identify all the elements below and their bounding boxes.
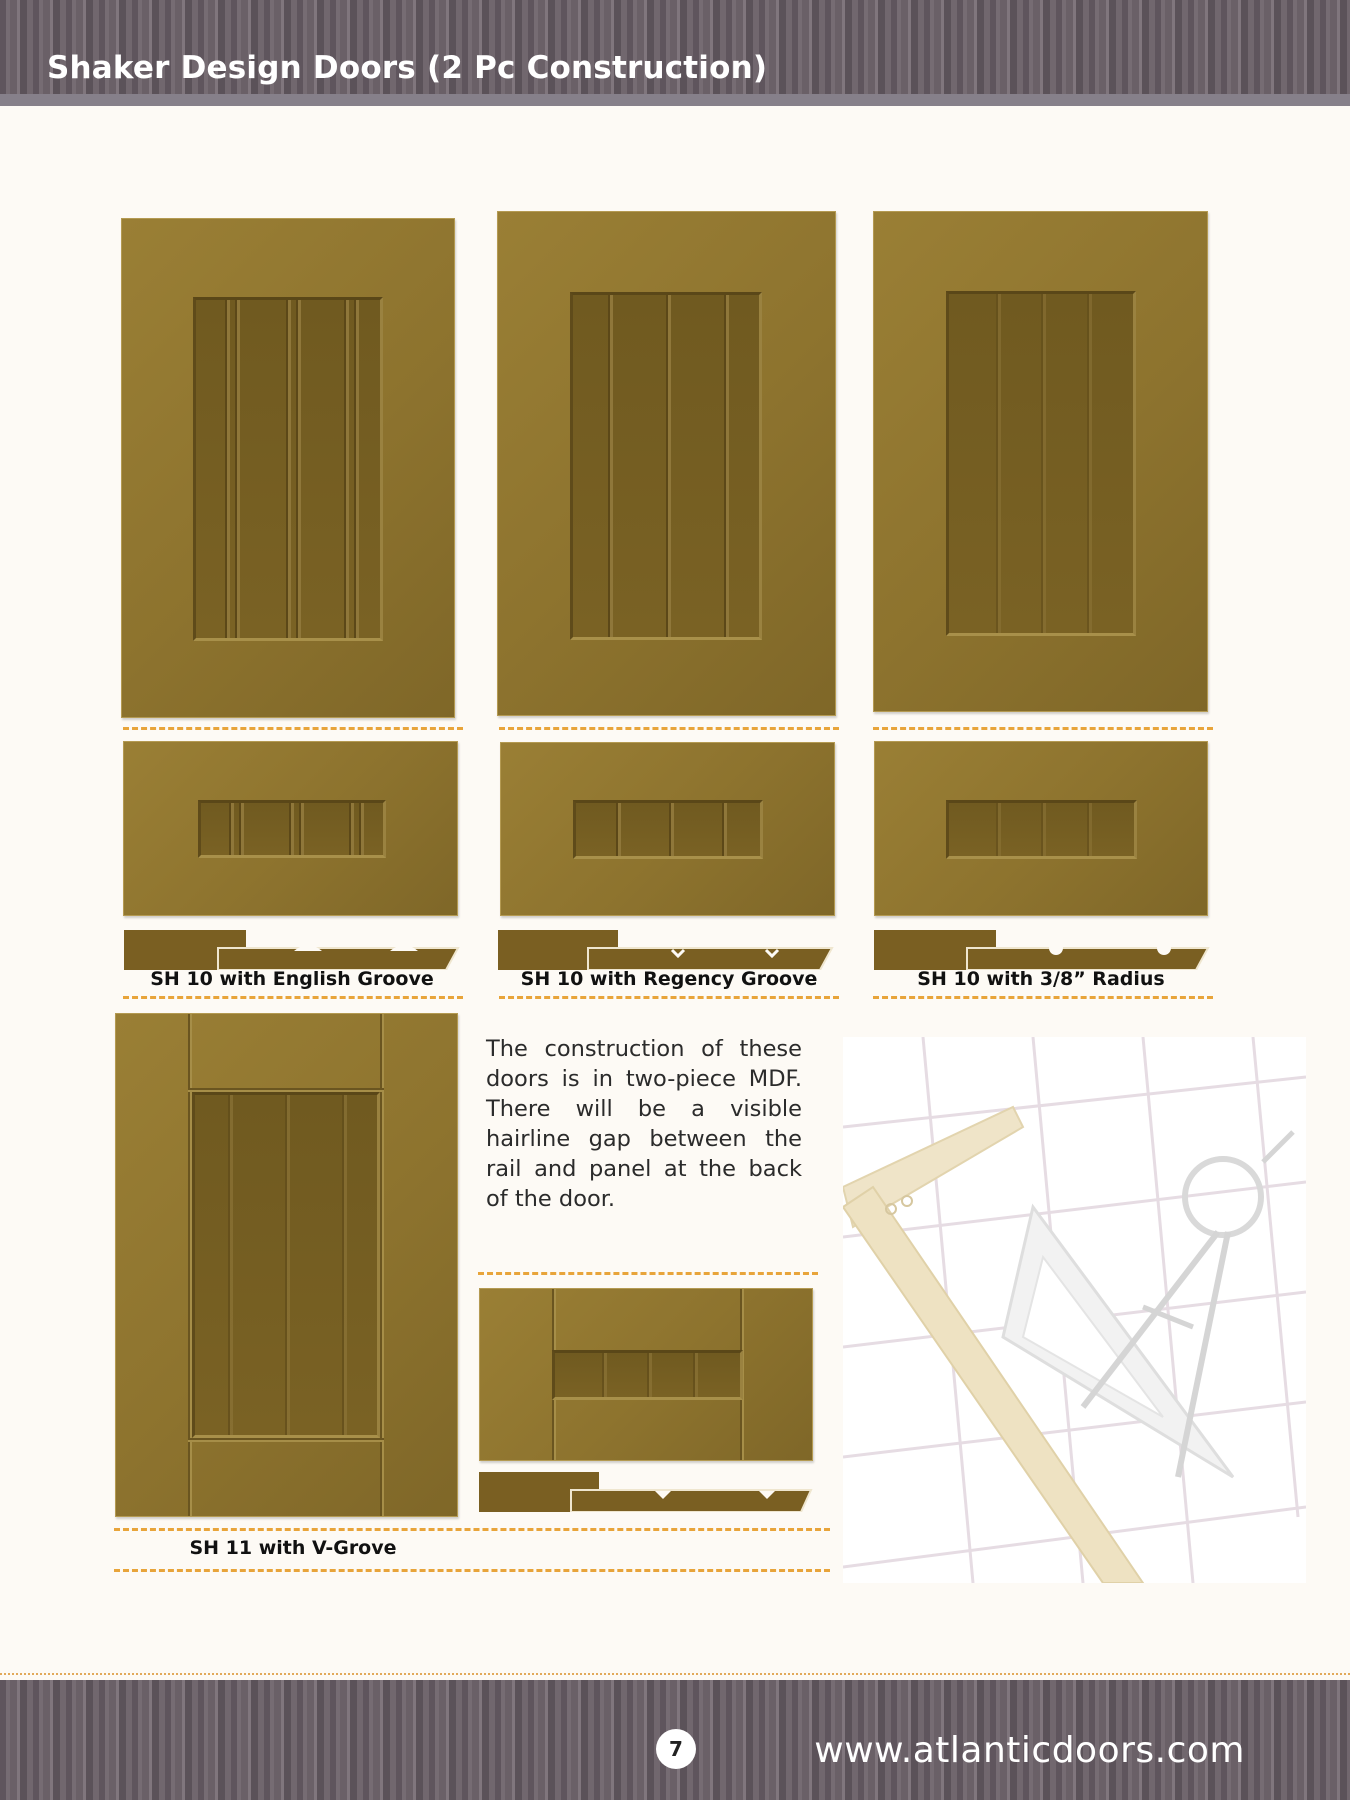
dashed-rule	[123, 727, 463, 730]
recessed-panel	[946, 800, 1137, 859]
recessed-panel	[552, 1350, 743, 1400]
drawer-front-sh10-regency	[500, 742, 835, 916]
dashed-rule	[123, 996, 463, 999]
drawer-front-sh10-radius	[874, 741, 1208, 916]
door-sh11-vgrove-tall	[115, 1013, 458, 1517]
dashed-rule	[114, 1528, 830, 1531]
recessed-panel	[570, 292, 762, 640]
bead-groove	[666, 295, 671, 637]
bead-groove	[228, 1095, 233, 1435]
bead-groove	[722, 803, 727, 856]
door-caption: SH 10 with Regency Groove	[520, 968, 818, 990]
construction-description: The construction of these doors is in two-piece MDF. There will be a visible hairline gap between the rail and panel at the back of the door.	[486, 1036, 802, 1212]
bead-groove	[1087, 294, 1092, 633]
recessed-panel	[946, 291, 1136, 636]
bead-groove	[235, 300, 240, 638]
website-url: www.atlanticdoors.com	[814, 1730, 1245, 1771]
door-caption: SH 10 with English Groove	[150, 968, 434, 990]
bead-groove	[225, 300, 230, 638]
door-sh10-radius-tall	[873, 211, 1208, 712]
bead-groove	[349, 803, 354, 855]
bead-groove	[608, 295, 613, 637]
bead-groove	[1041, 803, 1046, 856]
bead-groove	[1087, 803, 1092, 856]
drafting-tools-illustration	[843, 1037, 1306, 1583]
door-caption: SH 10 with 3/8” Radius	[917, 968, 1165, 990]
recessed-panel	[192, 1092, 380, 1438]
bead-groove	[354, 300, 359, 638]
dashed-rule	[873, 996, 1213, 999]
dashed-rule	[499, 996, 839, 999]
dashed-rule	[873, 727, 1213, 730]
bead-groove	[1041, 294, 1046, 633]
drawer-front-sh11-vgrove	[479, 1288, 813, 1461]
recessed-panel	[573, 800, 763, 859]
footer-dotted-rule	[0, 1673, 1350, 1675]
dashed-rule	[499, 727, 839, 730]
bead-groove	[285, 1095, 290, 1435]
door-caption: SH 11 with V-Grove	[189, 1537, 397, 1559]
page-title: Shaker Design Doors (2 Pc Construction)	[47, 50, 768, 86]
door-sh10-english-tall	[121, 218, 455, 718]
rail-joint	[188, 1438, 384, 1442]
bead-groove	[342, 1095, 347, 1435]
header-underline	[0, 94, 1350, 106]
bead-groove	[286, 300, 291, 638]
bead-groove	[693, 1353, 698, 1397]
bead-groove	[299, 803, 304, 855]
bead-groove	[996, 803, 1001, 856]
bead-groove	[602, 1353, 607, 1397]
bead-groove	[344, 300, 349, 638]
door-sh10-regency-tall	[497, 211, 836, 716]
edge-profile-v-grove	[479, 1472, 815, 1512]
bead-groove	[724, 295, 729, 637]
bead-groove	[289, 803, 294, 855]
edge-profile-radius	[874, 930, 1210, 970]
bead-groove	[669, 803, 674, 856]
edge-profile-regency-groove	[498, 930, 834, 970]
bead-groove	[229, 803, 234, 855]
drawer-front-sh10-english	[123, 741, 458, 916]
bead-groove	[239, 803, 244, 855]
edge-profile-english-groove	[124, 930, 460, 970]
page-number: 7	[656, 1729, 696, 1769]
bead-groove	[359, 803, 364, 855]
bead-groove	[616, 803, 621, 856]
bead-groove	[647, 1353, 652, 1397]
recessed-panel	[198, 800, 386, 858]
recessed-panel	[193, 297, 383, 641]
bead-groove	[296, 300, 301, 638]
bead-groove	[996, 294, 1001, 633]
dashed-rule	[114, 1569, 830, 1572]
dashed-rule	[478, 1272, 818, 1275]
